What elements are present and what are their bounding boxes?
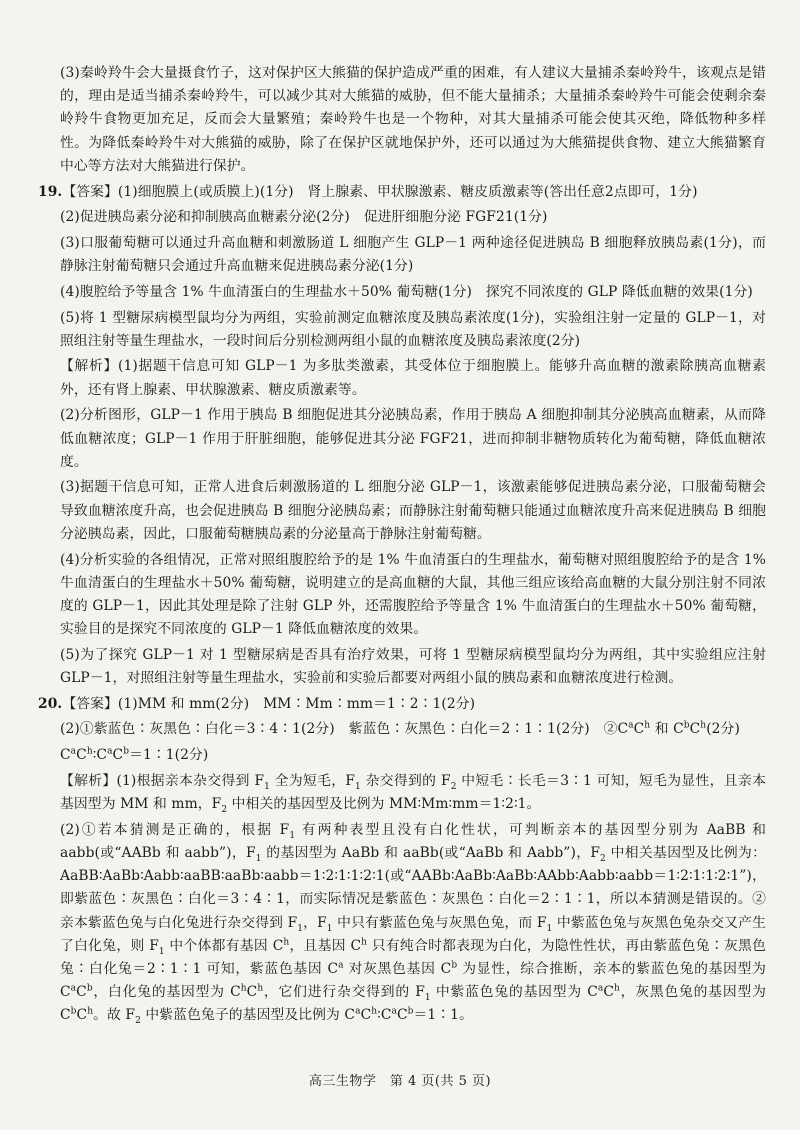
text-run: ，且基因 C (289, 937, 362, 954)
q18-part3: (3)秦岭羚牛会大量摄食竹子，这对保护区大熊猫的保护造成严重的困难，有人建议大量捕杀秦岭羚牛，该观点是错的，理由是适当捕杀秦岭羚牛，可以减少其对大熊猫的威胁，但不能大量捕杀；大量捕杀秦岭羚牛可能会使剩余秦岭羚牛食物更加充足，反而会大量繁殖；秦岭羚牛也是一个物种，对其大量捕杀可能会使其灭绝，降低物种多样性。为降低秦岭羚牛对大熊猫的威胁，除了在保护区就地保护外，还可以通过为大熊猫提供食物、建立大熊猫繁育中心等方法对大熊猫进行保护。 (60, 65, 766, 174)
text-run: 中只有紫蓝色兔与灰黑色兔，而 F (332, 914, 547, 931)
text-run: C (633, 721, 645, 738)
q20-answer-2 (38, 718, 766, 741)
sub: 2 (221, 804, 228, 815)
q19-answer-2: (2)促进胰岛素分泌和抑制胰高血糖素分泌(2分) 促进肝细胞分泌 FGF21(1分) (60, 209, 548, 226)
sub: 2 (600, 853, 606, 864)
text-run: C (360, 1007, 372, 1024)
text-run: C (76, 984, 87, 1001)
sup: a (107, 746, 113, 757)
sub: 1 (158, 946, 165, 957)
sub: 1 (424, 992, 431, 1003)
text-run: C (76, 1007, 88, 1024)
q20-explain-1 (38, 770, 766, 816)
sub: 2 (450, 781, 457, 792)
text-run: 全为短毛，F (269, 772, 356, 789)
sup: h (361, 937, 368, 948)
q19-explain-2: (2)分析图形，GLP－1 作用于胰岛 B 细胞促进其分泌胰岛素，作用于胰岛 A 细胞抑制其分泌胰高血糖素，从而降低血糖浓度；GLP－1 作用于肝脏细胞，能够促进其分泌 FGF21，进而抑制非糖物质转化为葡萄糖，降低血糖浓度。 (60, 407, 766, 470)
sub: 1 (355, 781, 361, 792)
sup: h (87, 1006, 94, 1017)
text-run: C (689, 721, 701, 738)
sup: b (683, 720, 690, 731)
sup: h (700, 720, 707, 731)
text-run: 杂交得到的 F (360, 772, 451, 789)
q20-explain-2 (38, 819, 766, 1028)
text-run: C (60, 747, 71, 764)
sup: h (371, 1006, 378, 1017)
sup: b (451, 960, 458, 971)
text-run: ，白化兔的基因型为 C (92, 984, 241, 1001)
sup: a (628, 720, 634, 731)
sup: h (614, 983, 620, 994)
text-run: C (603, 984, 614, 1001)
text-run: 中紫蓝色兔子的基因型及比例为 C (140, 1007, 356, 1024)
q20-answer-head (38, 693, 766, 716)
sub: 1 (326, 923, 333, 934)
sup: a (391, 1006, 397, 1017)
text-run: 中短毛∶长毛＝3∶1 可知，短毛为显性，且亲本基因型为 MM 和 mm，F (60, 772, 766, 813)
sup: b (123, 746, 130, 757)
q19-answer-4: (4)腹腔给予等量含 1% 牛血清蛋白的生理盐水＋50% 葡萄糖(1分) 探究不同浓度的 GLP 降低血糖的效果(1分) (60, 283, 753, 300)
text-run: 有两种表型且没有白化性状，可判断亲本的基因型分别为 AaBB 和 aabb(或“AABb 和 aabb”)，F (60, 821, 767, 861)
sup: a (338, 960, 344, 971)
q20-answer-2-line2 (38, 744, 766, 767)
text-run: ，灰黑色兔的基因型为 C (60, 984, 766, 1024)
sup: a (70, 983, 77, 994)
sup: h (86, 746, 93, 757)
sub: 1 (289, 830, 296, 841)
text-run: 中相关的基因型及比例为 MM∶Mm∶mm＝1∶2∶1。 (227, 796, 541, 813)
text-run: C (246, 984, 258, 1001)
text-run: 中紫蓝色兔与灰黑色兔杂交又产生了白化兔，则 F (60, 914, 766, 954)
q19-explain-1: 【解析】(1)据题干信息可知 GLP－1 为多肽类激素，其受体位于细胞膜上。能够升高血糖的激素除胰高血糖素外，还有肾上腺素、甲状腺激素、糖皮质激素等。 (60, 358, 766, 398)
text-run: ，它们进行杂交得到的 F (263, 984, 425, 1001)
q19-answer-head (38, 181, 766, 204)
text-run: ，F (303, 914, 327, 931)
sub: 2 (135, 1016, 141, 1027)
text-run: 中紫蓝色兔的基因型为 C (430, 984, 598, 1001)
sub: 1 (255, 853, 262, 864)
text-run: 和 C (650, 721, 684, 738)
q19-answer-1: 【答案】(1)细胞膜上(或质膜上)(1分) 肾上腺素、甲状腺激素、糖皮质激素等(答出任意2点即可，1分) (62, 183, 698, 200)
sup: h (283, 937, 290, 948)
sup: a (597, 983, 604, 994)
sup: a (355, 1006, 361, 1017)
text-run: (2)①紫蓝色∶灰黑色∶白化＝3∶4∶1(2分) 紫蓝色∶灰黑色∶白化＝2∶1∶1(2分) ②C (60, 721, 629, 738)
text-run: C (112, 747, 124, 764)
sup: h (257, 983, 264, 994)
text-run: 中相关基因型及比例为：AaBB∶AaBb∶Aabb∶aaBB∶aaBb∶aabb＝1∶2∶1∶1∶2∶1(或“AABb∶AaBb∶AaBb∶AAbb∶Aabb∶aabb＝1∶2∶1∶1∶2∶1”)，即紫蓝色∶灰黑色∶白化＝3∶4∶1，而实际情况是紫蓝色∶灰黑色∶白化＝2∶1∶1，所以本猜测是错误的。②亲本紫蓝色兔与白化兔进行杂交得到 F (60, 845, 767, 931)
q19-explain-3: (3)据题干信息可知，正常人进食后刺激肠道的 L 细胞分泌 GLP－1，该激素能够促进胰岛素分泌，口服葡萄糖会导致血糖浓度升高，也会促进胰岛 B 细胞分泌胰岛素；而静脉注射葡萄糖只能通过血糖浓度升高来促进胰岛 B 细胞分泌胰岛素，因此，口服葡萄糖胰岛素的分泌量高于静脉注射葡萄糖。 (60, 479, 766, 542)
q19-answer-5: (5)将 1 型糖尿病模型鼠均分为两组，实验前测定血糖浓度及胰岛素浓度(1分)，实验组注射一定量的 GLP－1，对照组注射等量生理盐水，一段时间后分别检测两组小鼠的血糖浓度及胰岛素浓度(2分) (60, 309, 766, 349)
text-run: ∶C (92, 747, 108, 764)
sub: 1 (297, 923, 304, 934)
q19-number: 19. (38, 183, 63, 200)
text-run: 中个体都有基因 C (164, 937, 284, 954)
q20-answer-1: 【答案】(1)MM 和 mm(2分) MM∶Mm∶mm＝1∶2∶1(2分) (62, 695, 476, 712)
text-run: ∶C (377, 1007, 392, 1024)
text-run: 为显性，综合推断，亲本的紫蓝色兔的基因型为 C (60, 961, 766, 1001)
sub: 1 (546, 923, 553, 934)
text-run: 只有纯合时都表现为白化，为隐性性状，再由紫蓝色兔∶灰黑色兔∶白化兔＝2∶1∶1 可知，紫蓝色基因 C (60, 937, 767, 978)
text-run: ＝1∶1(2分) (129, 747, 209, 764)
text-run: C (76, 747, 87, 764)
text-run: (2)①若本猜测是正确的，根据 F (60, 821, 290, 838)
q19-answer-3: (3)口服葡萄糖可以通过升高血糖和刺激肠道 L 细胞产生 GLP－1 两种途径促进胰岛 B 细胞释放胰岛素(1分)，而静脉注射葡萄糖只会通过升高血糖来促进胰岛素分泌(1分) (60, 234, 766, 275)
text-run: 的基因型为 AaBb 和 aaBb(或“AaBb 和 Aabb”)，F (261, 845, 601, 861)
text-run: C (396, 1007, 408, 1024)
sup: b (70, 1006, 77, 1017)
text-run: (2分) (706, 721, 740, 738)
sup: h (644, 720, 651, 731)
page-footer: 高三生物学 第 4 页(共 5 页) (308, 1074, 492, 1089)
text-run: 。故 F (93, 1007, 136, 1024)
sup: a (70, 746, 77, 757)
sub: 1 (264, 781, 270, 792)
sup: b (407, 1006, 414, 1017)
q19-explain-4: (4)分析实验的各组情况，正常对照组腹腔给予的是 1% 牛血清蛋白的生理盐水，葡萄糖对照组腹腔给予的是含 1% 牛血清蛋白的生理盐水＋50% 葡萄糖，说明建立的是高血糖的大鼠，其他三组应该给高血糖的大鼠分别注射不同浓度的 GLP－1，因此其处理是除了注射 GLP 外，还需腹腔给予等量含 1% 牛血清蛋白的生理盐水＋50% 葡萄糖，实验目的是探究不同浓度的 GLP－1 降低血糖浓度的效果。 (60, 551, 766, 638)
q19-explain-5: (5)为了探究 GLP－1 对 1 型糖尿病是否具有治疗效果，可将 1 型糖尿病模型鼠均分为两组，其中实验组应注射 GLP－1，对照组注射等量生理盐水，实验前和实验后都要对两组小鼠的胰岛素和血糖浓度进行检测。 (60, 646, 766, 687)
text-run: 对灰黑色基因 C (343, 961, 452, 978)
q20-number: 20. (38, 695, 63, 712)
sup: h (240, 983, 247, 994)
text-run: 【解析】(1)根据亲本杂交得到 F (60, 772, 265, 789)
text-run: ＝1∶1。 (413, 1007, 473, 1024)
sup: b (86, 983, 93, 994)
